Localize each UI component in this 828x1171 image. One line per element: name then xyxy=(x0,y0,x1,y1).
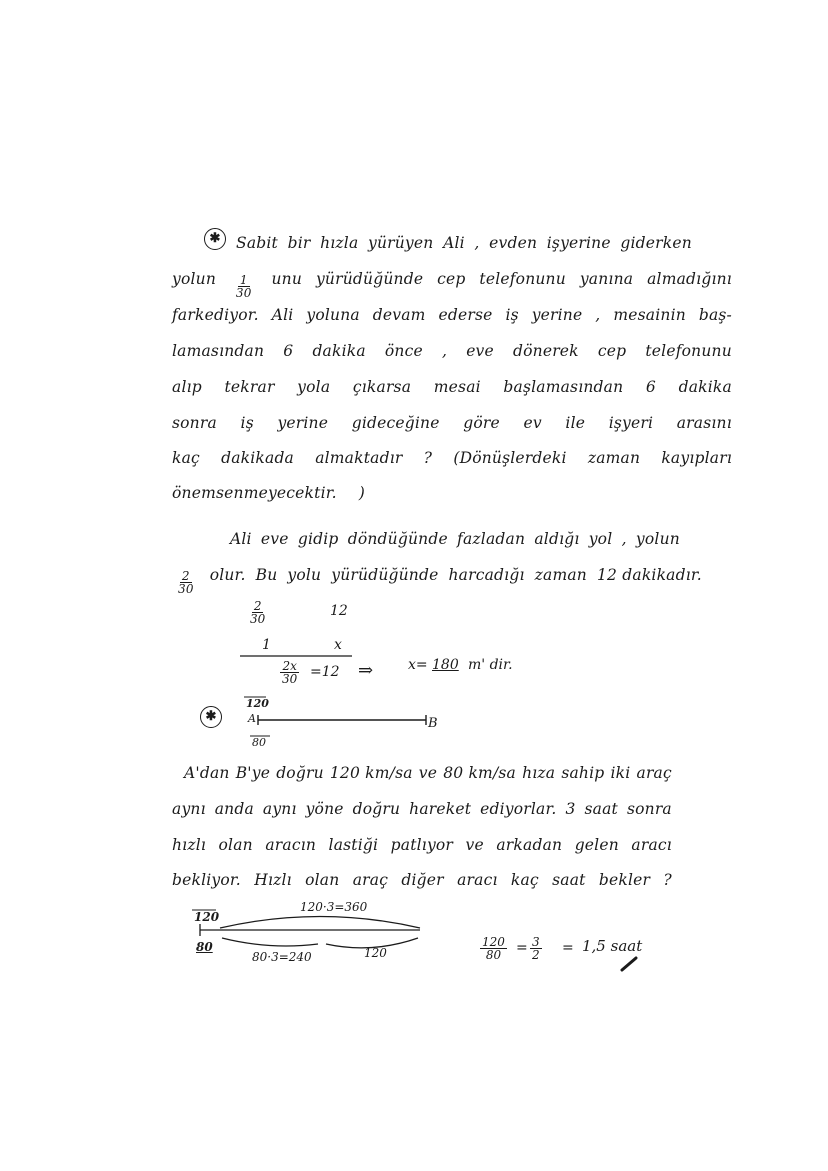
word: dakika xyxy=(312,342,366,360)
word: eve xyxy=(260,530,289,548)
result-rest: m' dir. xyxy=(468,657,513,673)
word: B'ye xyxy=(235,764,271,782)
word: cep xyxy=(597,342,627,360)
word: önce xyxy=(384,342,423,360)
word: kaç xyxy=(510,871,539,889)
word: aracı xyxy=(457,871,498,889)
word: eve xyxy=(466,342,494,360)
word: olan xyxy=(305,871,340,889)
result-value: 180 xyxy=(432,657,459,673)
word: arkadan xyxy=(496,836,563,854)
word: ) xyxy=(358,484,366,502)
word: ediyorlar. xyxy=(480,800,557,818)
word: yolun xyxy=(635,530,680,548)
word: almaktadır xyxy=(315,449,403,467)
implies-arrow: ⇒ xyxy=(358,660,374,681)
word: Ali xyxy=(230,530,252,548)
word: dönerek xyxy=(512,342,579,360)
word: 120 km/sa xyxy=(329,764,413,782)
word: Ali xyxy=(443,234,465,252)
word: harcadığı xyxy=(448,566,525,584)
equation-rhs: =12 xyxy=(310,664,340,680)
ratio-equals-2: = xyxy=(562,940,574,956)
word: anda xyxy=(214,800,254,818)
word: yol xyxy=(588,530,613,548)
fast-car-arc xyxy=(220,917,420,929)
word: 3 xyxy=(565,800,576,818)
word: doğru xyxy=(352,800,401,818)
word: ve xyxy=(465,836,484,854)
ratio2-den: 2 xyxy=(532,948,540,962)
word: aracı xyxy=(631,836,672,854)
ratio-num: 120 xyxy=(482,935,505,949)
word: yanına xyxy=(579,270,634,288)
word: telefonunu xyxy=(645,342,732,360)
diagram-b-label: B xyxy=(428,716,438,731)
word: unu xyxy=(271,270,303,288)
word: arasını xyxy=(676,414,732,432)
word: almadığını xyxy=(647,270,732,288)
word: yolu xyxy=(287,566,322,584)
word: yöne xyxy=(305,800,344,818)
equation-den: 30 xyxy=(282,672,298,686)
word: sonra xyxy=(172,414,217,432)
word: olan xyxy=(218,836,253,854)
table-row-1-num: 2 xyxy=(253,599,262,613)
fraction-den: 30 xyxy=(178,582,194,596)
word: önemsenmeyecektir. xyxy=(172,484,337,502)
diagram-top-label: 120 xyxy=(246,697,269,710)
word: başlamasından xyxy=(503,378,624,396)
fraction-num: 2 xyxy=(181,569,190,583)
word: döndüğünde xyxy=(347,530,448,548)
word: bekler xyxy=(598,871,651,889)
word: alıp xyxy=(172,378,202,396)
word: mesai xyxy=(433,378,481,396)
word: cep xyxy=(437,270,466,288)
diagram-bottom-label: 80 xyxy=(252,736,266,749)
problem-2-marker: ✱ xyxy=(200,706,222,728)
word: 80 km/sa xyxy=(443,764,516,782)
word: yolun xyxy=(172,270,217,288)
table-row-1-value: 12 xyxy=(330,603,348,619)
word: , xyxy=(621,530,627,548)
word: zaman xyxy=(587,449,641,467)
word: mesainin xyxy=(613,306,686,324)
word: ev xyxy=(523,414,542,432)
word: 6 xyxy=(283,342,294,360)
word: ile xyxy=(565,414,586,432)
word: farkediyor. xyxy=(172,306,259,324)
word: kaç xyxy=(172,449,200,467)
word: yerine xyxy=(277,414,329,432)
word: işyerine xyxy=(546,234,611,252)
diagram-a-label: A xyxy=(248,712,256,725)
word: hıza xyxy=(522,764,556,782)
result-lhs: x= xyxy=(408,657,428,673)
word: Ali xyxy=(271,306,294,324)
word: araç xyxy=(352,871,389,889)
word: iş xyxy=(240,414,254,432)
answer-checkmark xyxy=(622,958,636,970)
ratio2-num: 3 xyxy=(532,935,540,949)
gap-arc xyxy=(326,938,418,948)
gap-distance: 120 xyxy=(364,946,387,960)
word: doğru xyxy=(276,764,324,782)
table-row-1-den: 30 xyxy=(250,612,266,626)
slow-car-arc xyxy=(222,938,318,946)
word: gelen xyxy=(574,836,619,854)
word: , xyxy=(441,342,448,360)
word: hızlı xyxy=(172,836,207,854)
word: fazladan xyxy=(457,530,526,548)
word: kayıpları xyxy=(661,449,732,467)
word: yürüdüğünde xyxy=(331,566,439,584)
word: aldığı xyxy=(534,530,580,548)
word: telefonunu xyxy=(479,270,566,288)
word: A'dan xyxy=(184,764,230,782)
word: işyeri xyxy=(608,414,654,432)
word: giderken xyxy=(620,234,692,252)
word: göre xyxy=(463,414,500,432)
word: gidip xyxy=(297,530,339,548)
word: baş- xyxy=(698,306,732,324)
table-row-2-left: 1 xyxy=(262,637,271,653)
word: ? xyxy=(663,871,672,889)
slow-distance: 80·3=240 xyxy=(252,950,312,964)
word: aracın xyxy=(265,836,317,854)
word: olur. xyxy=(209,566,246,584)
word: , xyxy=(595,306,601,324)
word: sahip xyxy=(561,764,605,782)
word: bekliyor. xyxy=(172,871,241,889)
fast-distance: 120·3=360 xyxy=(300,900,368,914)
word: gideceğine xyxy=(351,414,440,432)
ratio-den: 80 xyxy=(485,948,502,962)
word: sonra xyxy=(626,800,672,818)
word: devam xyxy=(372,306,426,324)
word: 6 xyxy=(645,378,656,396)
table-row-2-value: x xyxy=(334,637,342,653)
word: ve xyxy=(418,764,438,782)
equation-num: 2x xyxy=(282,659,297,673)
word: diğer xyxy=(401,871,444,889)
word: (Dönüşlerdeki xyxy=(453,449,567,467)
word: çıkarsa xyxy=(352,378,412,396)
fraction-num: 1 xyxy=(239,273,248,287)
word: saat xyxy=(584,800,618,818)
word: Hızlı xyxy=(254,871,292,889)
fraction-den: 30 xyxy=(235,286,252,300)
word: yola xyxy=(297,378,331,396)
word: saat xyxy=(552,871,586,889)
word: lastiği xyxy=(328,836,379,854)
word: lamasından xyxy=(172,342,265,360)
word: iş xyxy=(505,306,519,324)
slow-car-label: 80 xyxy=(196,940,213,954)
word: hareket xyxy=(409,800,472,818)
word: , xyxy=(474,234,480,252)
word: dakika xyxy=(678,378,732,396)
word: yürüyen xyxy=(368,234,434,252)
problem-1-marker: ✱ xyxy=(204,228,226,250)
word: zaman xyxy=(534,566,587,584)
word: ? xyxy=(423,449,433,467)
word: iki xyxy=(610,764,631,782)
word: Sabit xyxy=(236,234,278,252)
word: hızla xyxy=(320,234,359,252)
ratio-equals-1: = xyxy=(516,940,528,956)
word: aynı xyxy=(262,800,297,818)
fast-car-label: 120 xyxy=(194,910,220,924)
word: tekrar xyxy=(224,378,275,396)
word: dakikada xyxy=(221,449,295,467)
answer: 1,5 saat xyxy=(582,937,643,955)
word: yürüdüğünde xyxy=(315,270,424,288)
word: araç xyxy=(636,764,672,782)
word: bir xyxy=(287,234,311,252)
word: evden xyxy=(489,234,538,252)
word: aynı xyxy=(172,800,206,818)
word: 12 dakikadır. xyxy=(597,566,702,584)
word: yerine xyxy=(531,306,583,324)
word: patlıyor xyxy=(390,836,454,854)
word: ederse xyxy=(438,306,493,324)
word: Bu xyxy=(255,566,278,584)
word: yoluna xyxy=(306,306,360,324)
